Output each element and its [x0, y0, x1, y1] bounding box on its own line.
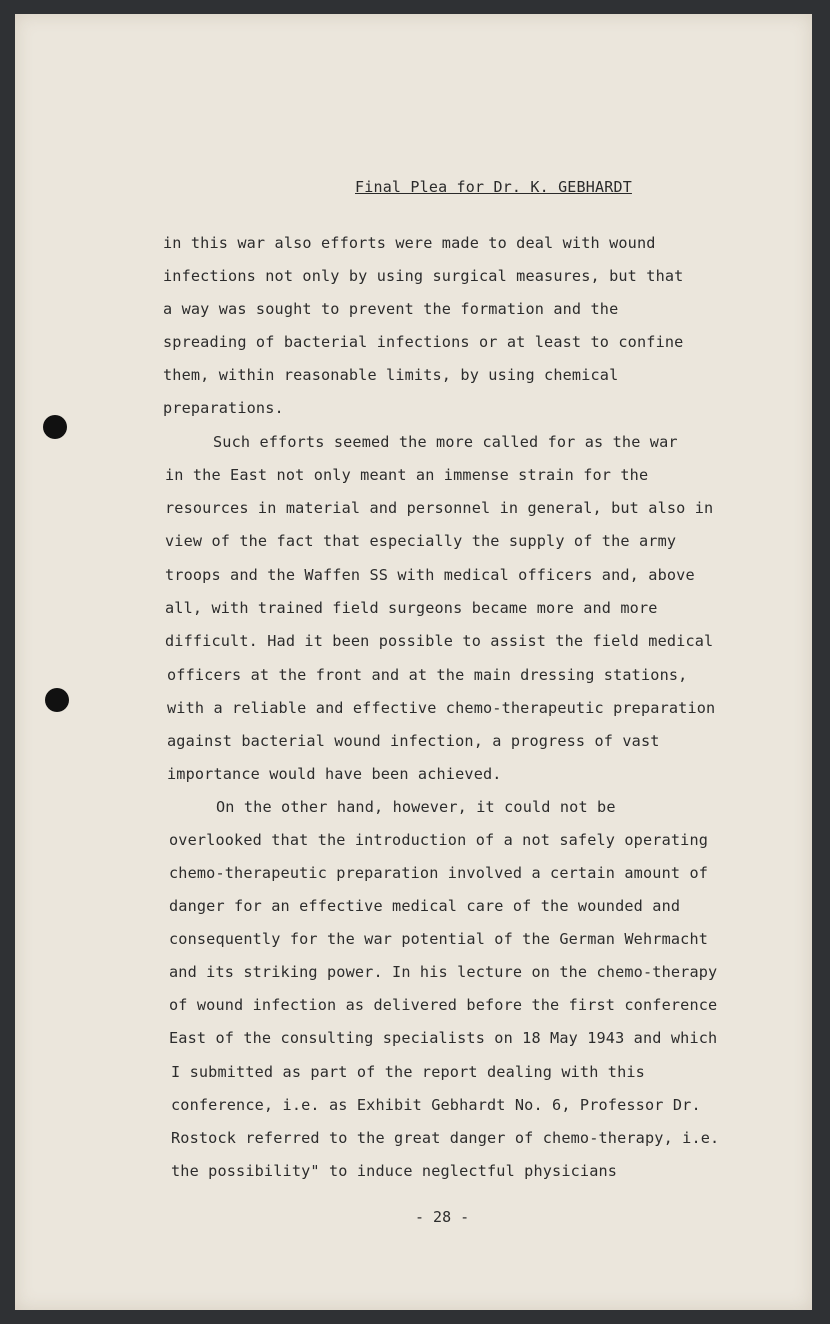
body-line: difficult. Had it been possible to assist the field medical — [165, 632, 714, 650]
body-line: chemo-therapeutic preparation involved a certain amount of — [169, 864, 709, 882]
body-line: East of the consulting specialists on 18 May 1943 and which — [169, 1029, 718, 1047]
body-line: importance would have been achieved. — [167, 765, 502, 783]
body-line: resources in material and personnel in general, but also in — [165, 499, 714, 517]
body-line: Rostock referred to the great danger of chemo-therapy, i.e. — [171, 1129, 720, 1147]
body-line: against bacterial wound infection, a progress of vast — [167, 732, 660, 750]
document-title: Final Plea for Dr. K. GEBHARDT — [355, 178, 632, 196]
page-number: - 28 - — [415, 1208, 470, 1226]
body-line: of wound infection as delivered before the first conference — [169, 996, 718, 1014]
body-line: On the other hand, however, it could not be — [216, 798, 616, 816]
body-line: them, within reasonable limits, by using chemical — [163, 366, 619, 384]
body-line: danger for an effective medical care of the wounded and — [169, 897, 681, 915]
body-line: infections not only by using surgical measures, but that — [163, 267, 684, 285]
body-line: and its striking power. In his lecture on the chemo-therapy — [169, 963, 718, 981]
body-line: view of the fact that especially the supply of the army — [165, 532, 677, 550]
body-line: a way was sought to prevent the formation and the — [163, 300, 619, 318]
body-line: all, with trained field surgeons became more and more — [165, 599, 658, 617]
body-line: in the East not only meant an immense strain for the — [165, 466, 649, 484]
document-page — [15, 14, 812, 1310]
punch-hole — [43, 415, 67, 439]
punch-hole — [45, 688, 69, 712]
body-line: overlooked that the introduction of a not safely operating — [169, 831, 709, 849]
body-line: preparations. — [163, 399, 284, 417]
body-line: in this war also efforts were made to deal with wound — [163, 234, 656, 252]
body-line: conference, i.e. as Exhibit Gebhardt No. 6, Professor Dr. — [171, 1096, 701, 1114]
body-line: I submitted as part of the report dealing with this — [171, 1063, 645, 1081]
body-line: with a reliable and effective chemo-therapeutic preparation — [167, 699, 716, 717]
body-line: consequently for the war potential of the German Wehrmacht — [169, 930, 709, 948]
body-line: troops and the Waffen SS with medical officers and, above — [165, 566, 695, 584]
body-line: spreading of bacterial infections or at least to confine — [163, 333, 684, 351]
body-line: Such efforts seemed the more called for as the war — [213, 433, 678, 451]
body-line: the possibility" to induce neglectful physicians — [171, 1162, 618, 1180]
body-line: officers at the front and at the main dressing stations, — [167, 666, 688, 684]
